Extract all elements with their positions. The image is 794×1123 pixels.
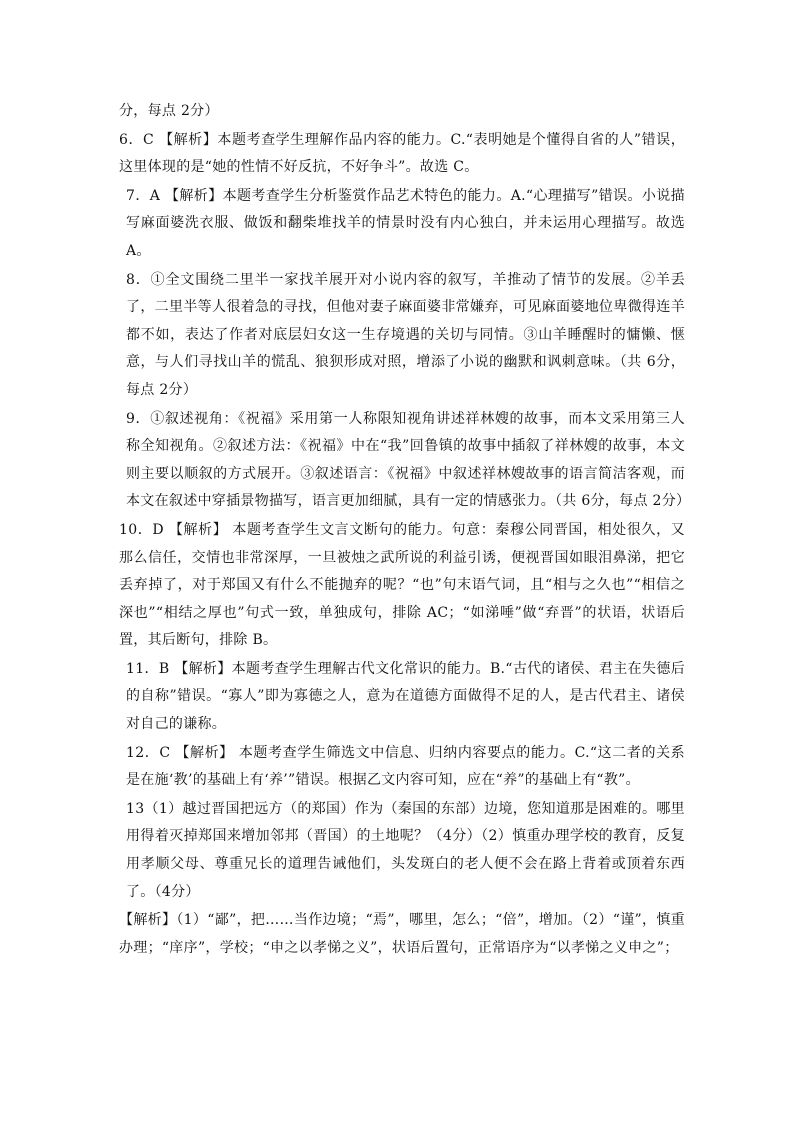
paragraph-analysis-13: 【解析】（1）“鄙”，把……当作边境；“焉”，哪里，怎么；“倍”，增加。（2）“谨”，慎重办理；“庠序”，学校；“申之以孝悌之义”，状语后置句，正常语序为“以孝悌之义申之”； <box>119 912 685 956</box>
paragraph-answer-8: 8．①全文围绕二里半一家找羊展开对小说内容的叙写，羊推动了情节的发展。②羊丢了，二里半等人很着急的寻找，但他对妻子麻面婆非常嫌弃，可见麻面婆地位卑微得连羊都不如，表达了作者对底层妇女这一生存境遇的关切与同情。③山羊睡醒时的慵懒、惬意，与人们寻找山羊的慌乱、狼狈形成对照，增添了小说的幽默和讽刺意味。（共 6分，每点 2分） <box>126 271 685 398</box>
answer-key-body <box>119 98 691 962</box>
paragraph-answer-12: 12．C 【解析】 本题考查学生筛选文中信息、归纳内容要点的能力。C.“这二者的关系是在施‘教’的基础上有‘养’”错误。根据乙文内容可知，应在“养”的基础上有“教”。 <box>126 744 685 789</box>
paragraph-answer-9: 9．①叙述视角：《祝福》采用第一人称限知视角讲述祥林嫂的故事，而本文采用第三人称全知视角。②叙述方法：《祝福》中在“我”回鲁镇的故事中插叙了祥林嫂的故事，本文则主要以顺叙的方式展开。③叙述语言：《祝福》中叙述祥林嫂故事的语言简洁客观，而本文在叙述中穿插景物描写，语言更加细腻，具有一定的情感张力。（共 6分，每点 2分） <box>126 410 691 510</box>
paragraph-answer-13: 13（1）越过晋国把远方（的郑国）作为（秦国的东部）边境，您知道那是困难的。哪里用得着灭掉郑国来增加邻邦（晋国）的土地呢？（4分）（2）慎重办理学校的教育，反复用孝顺父母、尊重兄长的道理告诫他们，头发斑白的老人便不会在路上背着或顶着东西了。（4分） <box>126 800 685 900</box>
paragraph-answer-6: 6．C 【解析】本题考查学生理解作品内容的能力。C.“表明她是个懂得自省的人”错误，这里体现的是“她的性情不好反抗，不好争斗”。故选 C。 <box>119 131 685 176</box>
paragraph-answer-10: 10．D 【解析】 本题考查学生文言文断句的能力。句意：秦穆公同晋国，相处很久，又那么信任，交情也非常深厚，一旦被烛之武所说的利益引诱，便视晋国如眼泪鼻涕，把它丢弃掉了，对于郑国又有什么不能抛弃的呢？“也”句末语气词，且“相与之久也”“相信之深也”“相结之厚也”句式一致，单独成句，排除 AC；“如涕唾”做“弃晋”的状语，状语后置，其后断句，排除 B。 <box>119 521 685 649</box>
paragraph-score-note: 分，每点 2分） <box>119 103 219 119</box>
paragraph-answer-11: 11．B 【解析】本题考查学生理解古代文化常识的能力。B.“古代的诸侯、君主在失德后的自称”错误。“寡人”即为寡德之人，意为在道德方面做得不足的人，是古代君主、诸侯对自己的谦称。 <box>126 660 685 733</box>
paragraph-answer-7: 7．A 【解析】本题考查学生分析鉴赏作品艺术特色的能力。A.“心理描写”错误。小说描写麻面婆洗衣服、做饭和翻柴堆找羊的情景时没有内心独白，并未运用心理描写。故选 A。 <box>126 187 685 259</box>
